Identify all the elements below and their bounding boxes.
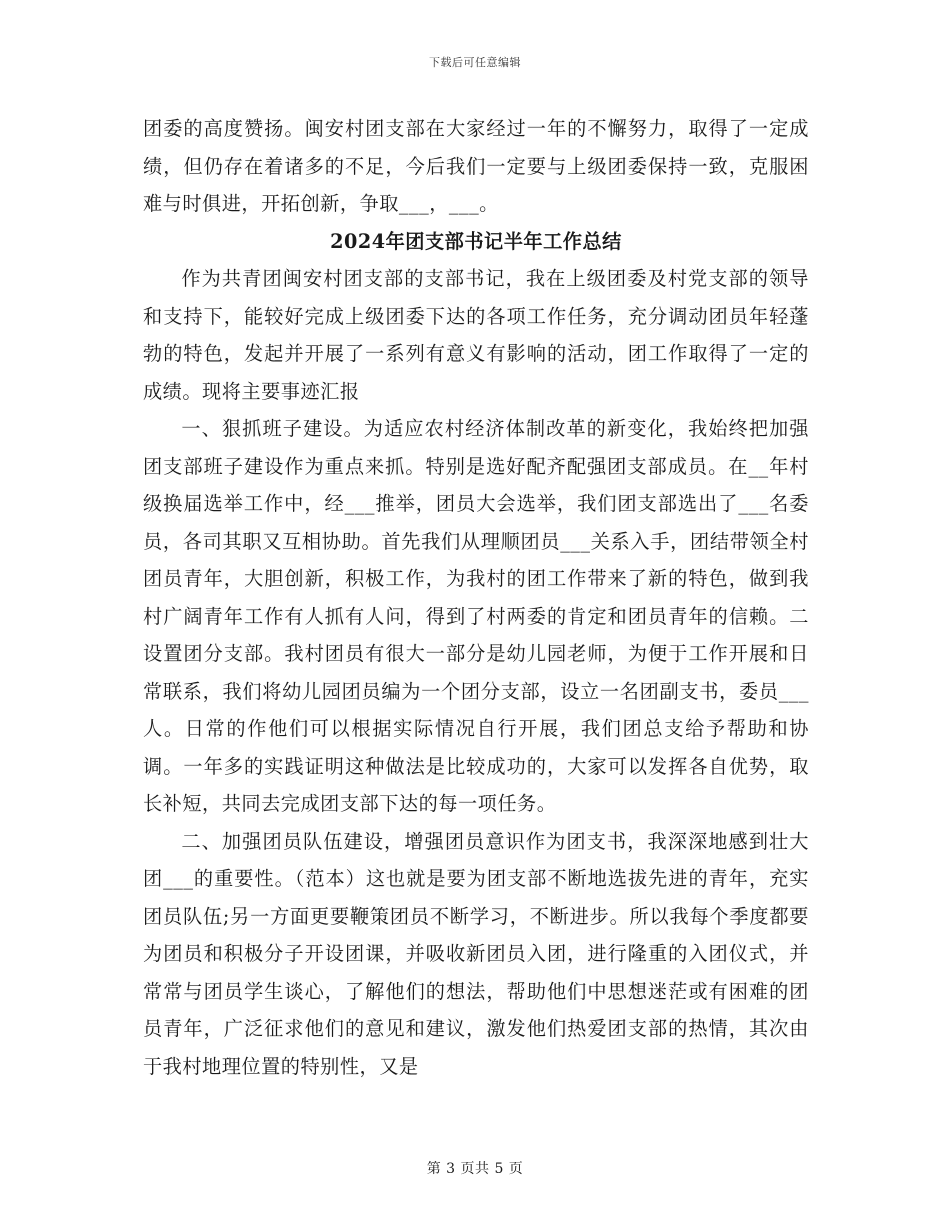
paragraph-continued: 团委的高度赞扬。闽安村团支部在大家经过一年的不懈努力，取得了一定成绩，但仍存在着诸多的不足，今后我们一定要与上级团委保持一致，克服困难与时俱进，开拓创新，争取___，___。 <box>143 117 809 215</box>
document-title: 2024年团支部书记半年工作总结 <box>330 229 622 253</box>
page-number: 第 3 页共 5 页 <box>426 1161 524 1177</box>
paragraph-section-two: 二、加强团员队伍建设，增强团员意识作为团支书，我深深地感到壮大团___的重要性。（范本）这也就是要为团支部不断地选拔先进的青年，充实团员队伍;另一方面更要鞭策团员不断学习，不断进步。所以我每个季度都要为团员和积极分子开设团课，并吸收新团员入团，进行隆重的入团仪式，并常常与团员学生谈心，了解他们的想法，帮助他们中思想迷茫或有困难的团员青年，广泛征求他们的意见和建议，激发他们热爱团支部的热情，其次由于我村地理位置的特别性，又是 <box>143 829 809 1078</box>
paragraph-intro: 作为共青团闽安村团支部的支部书记，我在上级团委及村党支部的领导和支持下，能较好完成上级团委下达的各项工作任务，充分调动团员年轻蓬勃的特色，发起并开展了一系列有意义有影响的活动，团工作取得了一定的成绩。现将主要事迹汇报 <box>143 267 809 403</box>
page-header-note: 下载后可任意编辑 <box>429 56 521 69</box>
document-body <box>143 110 809 1085</box>
paragraph-section-one: 一、狠抓班子建设。为适应农村经济体制改革的新变化，我始终把加强团支部班子建设作为重点来抓。特别是选好配齐配强团支部成员。在__年村级换届选举工作中，经___推举，团员大会选举，我们团支部选出了___名委员，各司其职又互相协助。首先我们从理顺团员___关系入手，团结带领全村团员青年，大胆创新，积极工作，为我村的团工作带来了新的特色，做到我村广阔青年工作有人抓有人问，得到了村两委的肯定和团员青年的信赖。二设置团分支部。我村团员有很大一部分是幼儿园老师，为便于工作开展和日常联系，我们将幼儿园团员编为一个团分支部，设立一名团副支书，委员___人。日常的作他们可以根据实际情况自行开展，我们团总支给予帮助和协调。一年多的实践证明这种做法是比较成功的，大家可以发挥各自优势，取长补短，共同去完成团支部下达的每一项任务。 <box>143 417 809 815</box>
